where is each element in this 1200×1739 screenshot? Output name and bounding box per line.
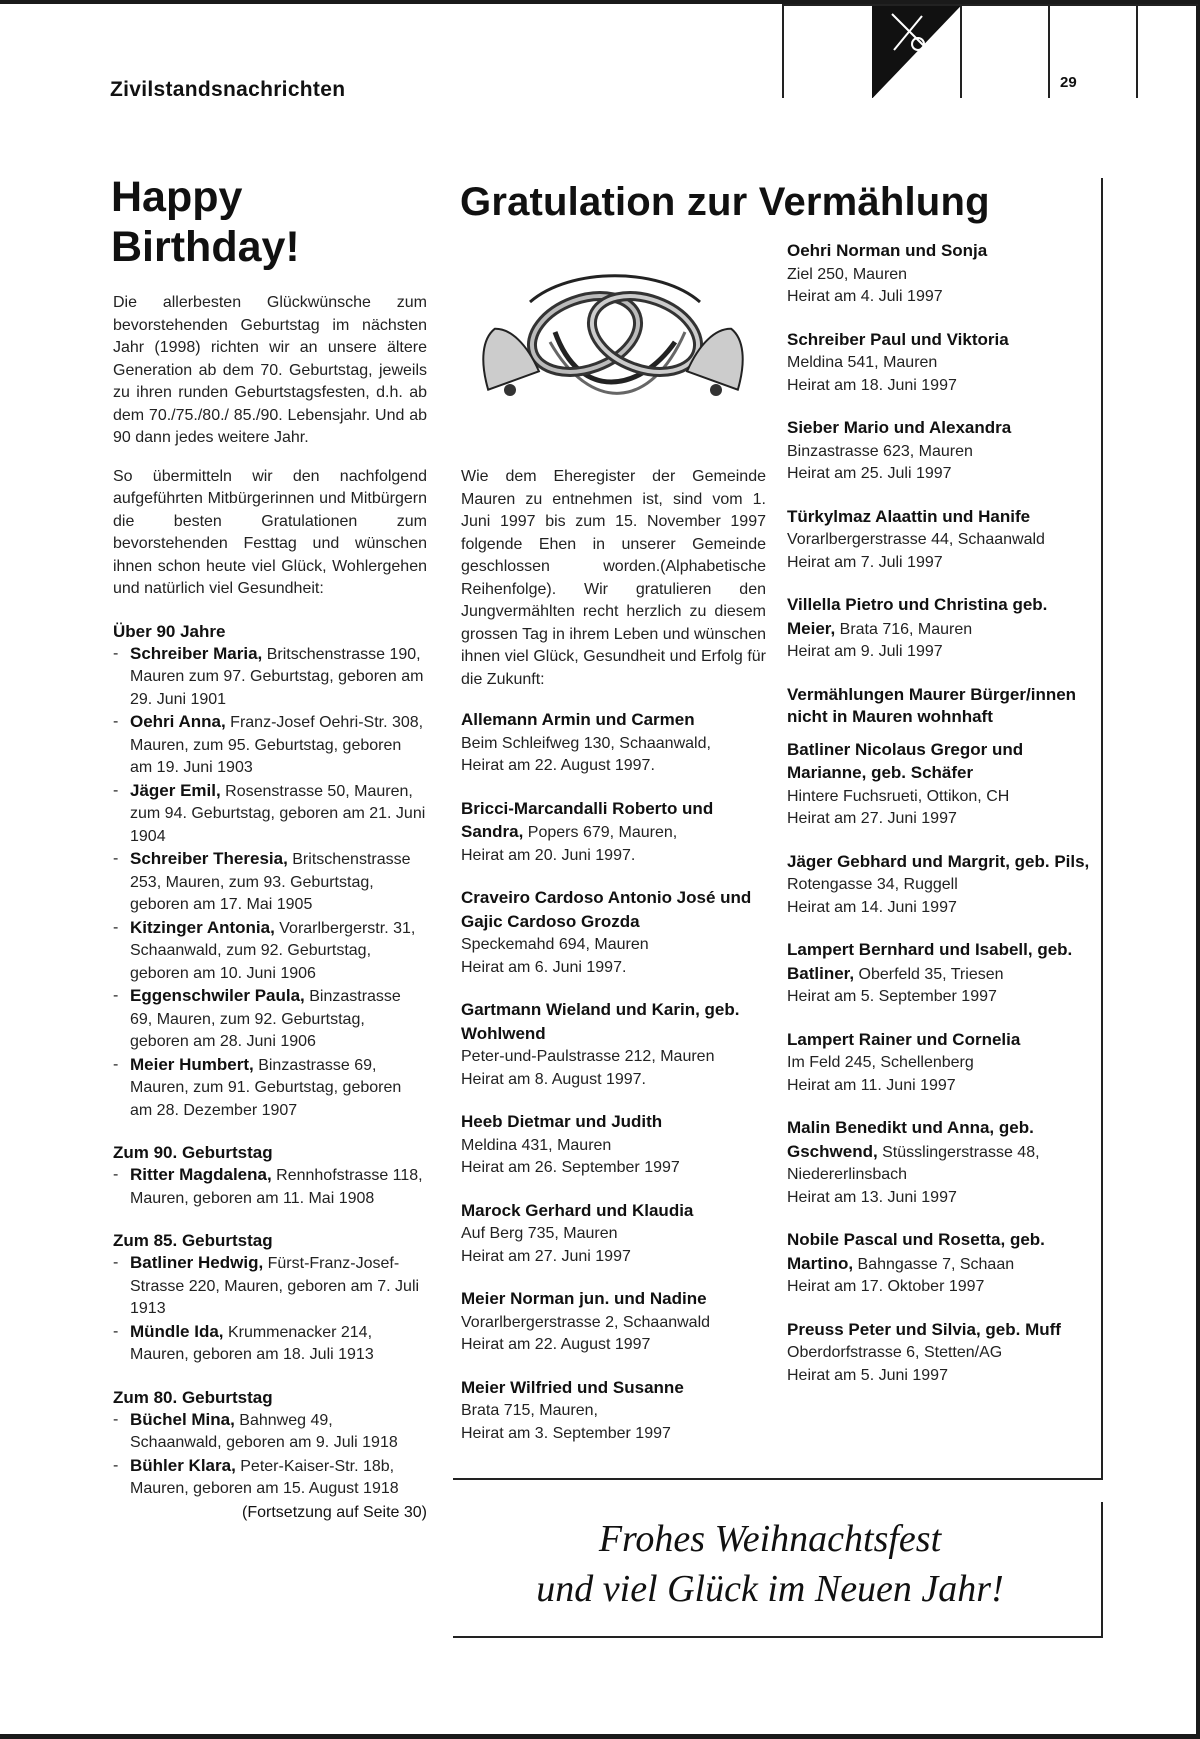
couple-name: Malin Benedikt und Anna, geb. Gschwend, bbox=[787, 1118, 1034, 1161]
couple-name: Villella Pietro und Christina geb. Meier, bbox=[787, 595, 1048, 638]
couple-address: Popers 679, Mauren, bbox=[523, 824, 678, 841]
list-dash: - bbox=[113, 713, 119, 730]
couple-detail: Heirat am 7. Juli 1997 bbox=[787, 553, 943, 571]
couple-detail: Heirat am 5. September 1997 bbox=[787, 988, 997, 1005]
couple-detail: Hintere Fuchsrueti, Ottikon, CH bbox=[787, 787, 1010, 805]
person-details: Bahnweg 49, Schaanwald, geboren am 9. Juli 1918 bbox=[130, 1411, 398, 1451]
birthday-title bbox=[111, 172, 427, 272]
person-name: Schreiber Maria, bbox=[130, 643, 263, 663]
wedding-right-column bbox=[787, 240, 1097, 1407]
frame-line bbox=[1101, 178, 1103, 1480]
person-details: Fürst-Franz-Josef-Strasse 220, Mauren, geboren am 7. Juli 1913 bbox=[130, 1255, 420, 1317]
rings-bells-illustration bbox=[460, 272, 766, 422]
birthday-entry bbox=[113, 643, 427, 712]
couple-entry bbox=[787, 1117, 1097, 1209]
person-name: Mündle Ida, bbox=[130, 1321, 224, 1341]
person-name: Batliner Hedwig, bbox=[130, 1253, 264, 1272]
couple-detail: Vorarlbergerstrasse 2, Schaanwald bbox=[461, 1313, 711, 1331]
couple-name: Heeb Dietmar und Judith bbox=[461, 1112, 663, 1131]
couple-entry bbox=[461, 999, 766, 1091]
birthday-entry bbox=[113, 780, 427, 849]
couple-detail: Meldina 541, Mauren bbox=[787, 354, 938, 371]
list-dash: - bbox=[113, 850, 119, 867]
couple-name: Jäger Gebhard und Margrit, geb. Pils, bbox=[787, 851, 1090, 871]
header-cell bbox=[960, 6, 962, 98]
birthday-title-line: Birthday! bbox=[111, 223, 300, 271]
page-number: 29 bbox=[1060, 74, 1077, 91]
couple-detail: Auf Berg 735, Mauren bbox=[461, 1225, 618, 1242]
person-name: Eggenschwiler Paula, bbox=[130, 986, 305, 1005]
couple-detail: Heirat am 22. August 1997 bbox=[461, 1336, 651, 1353]
couple-detail: Heirat am 14. Juni 1997 bbox=[787, 898, 957, 916]
birthday-entry bbox=[113, 1455, 427, 1501]
birthday-entry bbox=[113, 1321, 427, 1367]
couple-detail: Heirat am 25. Juli 1997 bbox=[787, 465, 952, 482]
couple-list bbox=[461, 709, 766, 1445]
header-box bbox=[782, 4, 1198, 98]
couple-detail: Heirat am 17. Oktober 1997 bbox=[787, 1278, 985, 1295]
couple-detail: Heirat am 6. Juni 1997. bbox=[461, 958, 627, 976]
couple-detail: Heirat am 4. Juli 1997 bbox=[787, 288, 943, 305]
person-details: Britschenstrasse 190, Mauren zum 97. Geburtstag, geboren am 29. Juni 1901 bbox=[130, 645, 424, 708]
list-dash: - bbox=[113, 1410, 119, 1428]
birthday-group-title: Zum 85. Geburtstag bbox=[113, 1231, 273, 1250]
birthday-column bbox=[113, 172, 427, 1522]
birthday-group-title: Über 90 Jahre bbox=[113, 621, 226, 641]
header-emblem bbox=[872, 6, 960, 98]
couple-detail: Beim Schleifweg 130, Schaanwald, bbox=[461, 734, 711, 752]
birthday-groups bbox=[113, 621, 427, 1501]
couple-name: Lampert Bernhard und Isabell, geb. Batliner, bbox=[787, 940, 1073, 983]
birthday-entry bbox=[113, 1054, 427, 1123]
couple-address: Stüsslingerstrasse 48, Niedererlinsbach bbox=[787, 1143, 1040, 1183]
person-details: Binzastrasse 69, Mauren, zum 91. Geburtstag, geboren am 28. Dezember 1907 bbox=[130, 1056, 402, 1119]
couple-name: Craveiro Cardoso Antonio José und Gajic Cardoso Grozda bbox=[461, 888, 752, 931]
list-dash: - bbox=[113, 1166, 119, 1183]
wedding-intro: Wie dem Eheregister der Gemeinde Mauren zu entnehmen ist, sind vom 1. Juni 1997 bis zum 15. November 1997 folgende Ehen in unserer Gemeinde geschlossen worden.(Alphabetische Reihenfolge). Wir gratulieren den Jungvermählten recht herzlich zu diesem grossen Tag in ihrem Leben und wünschen ihnen viel Glück, Gesundheit und Erfolg für die Zukunft: bbox=[461, 468, 766, 688]
couple-entry bbox=[787, 240, 1097, 309]
couple-name: Oehri Norman und Sonja bbox=[787, 241, 988, 260]
greeting-line: Frohes Weihnachtsfest bbox=[598, 1518, 942, 1560]
birthday-entry bbox=[113, 848, 427, 917]
list-dash: - bbox=[113, 1254, 119, 1271]
list-dash: - bbox=[113, 918, 119, 936]
couple-detail: Heirat am 26. September 1997 bbox=[461, 1159, 680, 1176]
couple-entry bbox=[787, 417, 1097, 486]
birthday-intro: So übermitteln wir den nachfolgend aufgeführten Mitbürgerinnen und Mitbürgern die besten Gratulationen zum bevorstehenden Festtag und wünschen ihnen schon heute viel Glück, Wohlergehen und natürlich viel Gesundheit: bbox=[113, 467, 427, 597]
couple-name: Gartmann Wieland und Karin, geb. Wohlwend bbox=[461, 1000, 740, 1043]
person-name: Ritter Magdalena, bbox=[130, 1165, 272, 1184]
couple-detail: Oberdorfstrasse 6, Stetten/AG bbox=[787, 1344, 1003, 1361]
birthday-entry bbox=[113, 1252, 427, 1321]
couple-entry bbox=[787, 594, 1097, 664]
couple-detail: Ziel 250, Mauren bbox=[787, 265, 908, 283]
page bbox=[0, 4, 1196, 1734]
person-details: Peter-Kaiser-Str. 18b, Mauren, geboren am 15. August 1918 bbox=[130, 1457, 399, 1497]
couple-detail: Heirat am 18. Juni 1997 bbox=[787, 376, 957, 394]
couple-detail: Heirat am 22. August 1997. bbox=[461, 757, 655, 774]
couple-name: Preuss Peter und Silvia, geb. Muff bbox=[787, 1319, 1061, 1339]
couple-entry bbox=[461, 1111, 766, 1180]
couple-detail: Heirat am 20. Juni 1997. bbox=[461, 846, 636, 864]
couple-name: Bricci-Marcandalli Roberto und Sandra, bbox=[461, 798, 714, 841]
person-name: Bühler Klara, bbox=[130, 1455, 236, 1475]
frame-line bbox=[1101, 1502, 1103, 1638]
continuation-note: (Fortsetzung auf Seite 30) bbox=[242, 1503, 427, 1521]
couple-detail: Heirat am 8. August 1997. bbox=[461, 1070, 646, 1088]
person-name: Büchel Mina, bbox=[130, 1409, 235, 1429]
couple-name: Marock Gerhard und Klaudia bbox=[461, 1200, 694, 1220]
person-name: Jäger Emil, bbox=[130, 780, 221, 800]
couple-address: Oberfeld 35, Triesen bbox=[854, 965, 1004, 983]
couple-address: Brata 716, Mauren bbox=[835, 620, 973, 638]
couple-entry bbox=[787, 1029, 1097, 1098]
couple-detail: Speckemahd 694, Mauren bbox=[461, 936, 649, 953]
frame-line bbox=[453, 1636, 1103, 1638]
list-dash: - bbox=[113, 1055, 119, 1073]
list-dash: - bbox=[113, 987, 119, 1004]
wedding-subheading: Vermählungen Maurer Bürger/innen nicht in Mauren wohnhaft bbox=[787, 684, 1077, 726]
birthday-intro: Die allerbesten Glückwünsche zum bevorstehenden Geburtstag im nächsten Jahr (1998) richten wir an unsere ältere Generation ab dem 70. Geburtstag, jeweils zu ihren runden Geburtstagsfesten, d.h. ab dem 70./75./80./ 85./90. Lebensjahr. Und ab 90 dann jedes weitere Jahr. bbox=[113, 294, 427, 446]
wedding-middle-column bbox=[461, 466, 766, 1465]
birthday-entry bbox=[113, 917, 427, 986]
couple-name: Türkylmaz Alaattin und Hanife bbox=[787, 506, 1031, 526]
couple-detail: Im Feld 245, Schellenberg bbox=[787, 1054, 974, 1071]
person-details: Britschenstrasse 253, Mauren, zum 93. Geburtstag, geboren am 17. Mai 1905 bbox=[130, 851, 411, 913]
couple-list bbox=[787, 739, 1097, 1388]
person-details: Rennhofstrasse 118, Mauren, geboren am 11. Mai 1908 bbox=[130, 1167, 423, 1207]
list-dash: - bbox=[113, 1456, 119, 1474]
couple-detail: Vorarlbergerstrasse 44, Schaanwald bbox=[787, 531, 1045, 548]
couple-detail: Brata 715, Mauren, bbox=[461, 1402, 598, 1419]
person-name: Schreiber Theresia, bbox=[130, 849, 288, 868]
couple-detail: Heirat am 11. Juni 1997 bbox=[787, 1076, 956, 1094]
couple-name: Meier Norman jun. und Nadine bbox=[461, 1289, 707, 1308]
couple-detail: Heirat am 3. September 1997 bbox=[461, 1424, 671, 1442]
list-dash: - bbox=[113, 644, 119, 662]
couple-entry bbox=[787, 939, 1097, 1009]
couple-detail: Heirat am 27. Juni 1997 bbox=[787, 810, 957, 827]
section-label: Zivilstandsnachrichten bbox=[110, 78, 346, 101]
couple-entry bbox=[787, 851, 1097, 920]
greeting-line: und viel Glück im Neuen Jahr! bbox=[536, 1568, 1004, 1610]
couple-entry bbox=[787, 739, 1097, 831]
person-name: Oehri Anna, bbox=[130, 712, 226, 731]
person-details: Rosenstrasse 50, Mauren, zum 94. Geburtstag, geboren am 21. Juni 1904 bbox=[130, 782, 426, 845]
wedding-title: Gratulation zur Vermählung bbox=[460, 180, 990, 224]
birthday-entry bbox=[113, 985, 427, 1054]
person-details: Binzastrasse 69, Mauren, zum 92. Geburtstag, geboren am 28. Juni 1906 bbox=[130, 988, 401, 1050]
person-details: Krummenacker 214, Mauren, geboren am 18. Juli 1913 bbox=[130, 1323, 374, 1363]
person-details: Franz-Josef Oehri-Str. 308, Mauren, zum 95. Geburtstag, geboren am 19. Juni 1903 bbox=[130, 714, 424, 776]
couple-detail: Heirat am 27. Juni 1997 bbox=[461, 1247, 631, 1265]
couple-entry bbox=[461, 1288, 766, 1357]
birthday-entry bbox=[113, 1164, 427, 1210]
couple-detail: Binzastrasse 623, Mauren bbox=[787, 442, 973, 460]
birthday-entry bbox=[113, 711, 427, 780]
couple-address: Bahngasse 7, Schaan bbox=[853, 1255, 1015, 1273]
couple-entry bbox=[461, 709, 766, 778]
couple-entry bbox=[461, 798, 766, 868]
couple-entry bbox=[787, 329, 1097, 398]
couple-name: Lampert Rainer und Cornelia bbox=[787, 1029, 1021, 1049]
birthday-title-line: Happy bbox=[111, 173, 243, 221]
list-dash: - bbox=[113, 1322, 119, 1340]
couple-detail: Heirat am 13. Juni 1997 bbox=[787, 1188, 957, 1206]
couple-name: Allemann Armin und Carmen bbox=[461, 710, 695, 729]
couple-entry bbox=[787, 506, 1097, 575]
couple-entry bbox=[787, 1319, 1097, 1388]
couple-entry bbox=[461, 887, 766, 979]
couple-detail: Heirat am 5. Juni 1997 bbox=[787, 1366, 948, 1384]
holiday-greeting bbox=[470, 1514, 1070, 1614]
couple-entry bbox=[787, 1229, 1097, 1299]
couple-entry bbox=[461, 1200, 766, 1269]
couple-name: Sieber Mario und Alexandra bbox=[787, 418, 1012, 437]
birthday-entry bbox=[113, 1409, 427, 1455]
person-name: Kitzinger Antonia, bbox=[130, 917, 275, 937]
couple-name: Meier Wilfried und Susanne bbox=[461, 1377, 684, 1397]
birthday-group-title: Zum 80. Geburtstag bbox=[113, 1387, 273, 1407]
couple-list bbox=[787, 240, 1097, 664]
couple-detail: Meldina 431, Mauren bbox=[461, 1136, 612, 1154]
birthday-group-title: Zum 90. Geburtstag bbox=[113, 1143, 273, 1162]
couple-detail: Peter-und-Paulstrasse 212, Mauren bbox=[461, 1048, 715, 1065]
header-cell bbox=[1136, 6, 1138, 98]
couple-address: Rotengasse 34, Ruggell bbox=[787, 876, 958, 893]
frame-line bbox=[453, 1478, 1103, 1480]
couple-name: Nobile Pascal und Rosetta, geb. Martino, bbox=[787, 1230, 1045, 1273]
couple-entry bbox=[461, 1377, 766, 1446]
couple-name: Batliner Nicolaus Gregor und Marianne, geb. Schäfer bbox=[787, 739, 1024, 782]
list-dash: - bbox=[113, 781, 119, 799]
couple-detail: Heirat am 9. Juli 1997 bbox=[787, 643, 943, 660]
header-cell bbox=[1048, 6, 1050, 98]
person-details: Vorarlbergerstr. 31, Schaanwald, zum 92. Geburtstag, geboren am 10. Juni 1906 bbox=[130, 919, 416, 982]
person-name: Meier Humbert, bbox=[130, 1054, 254, 1074]
couple-name: Schreiber Paul und Viktoria bbox=[787, 329, 1009, 349]
